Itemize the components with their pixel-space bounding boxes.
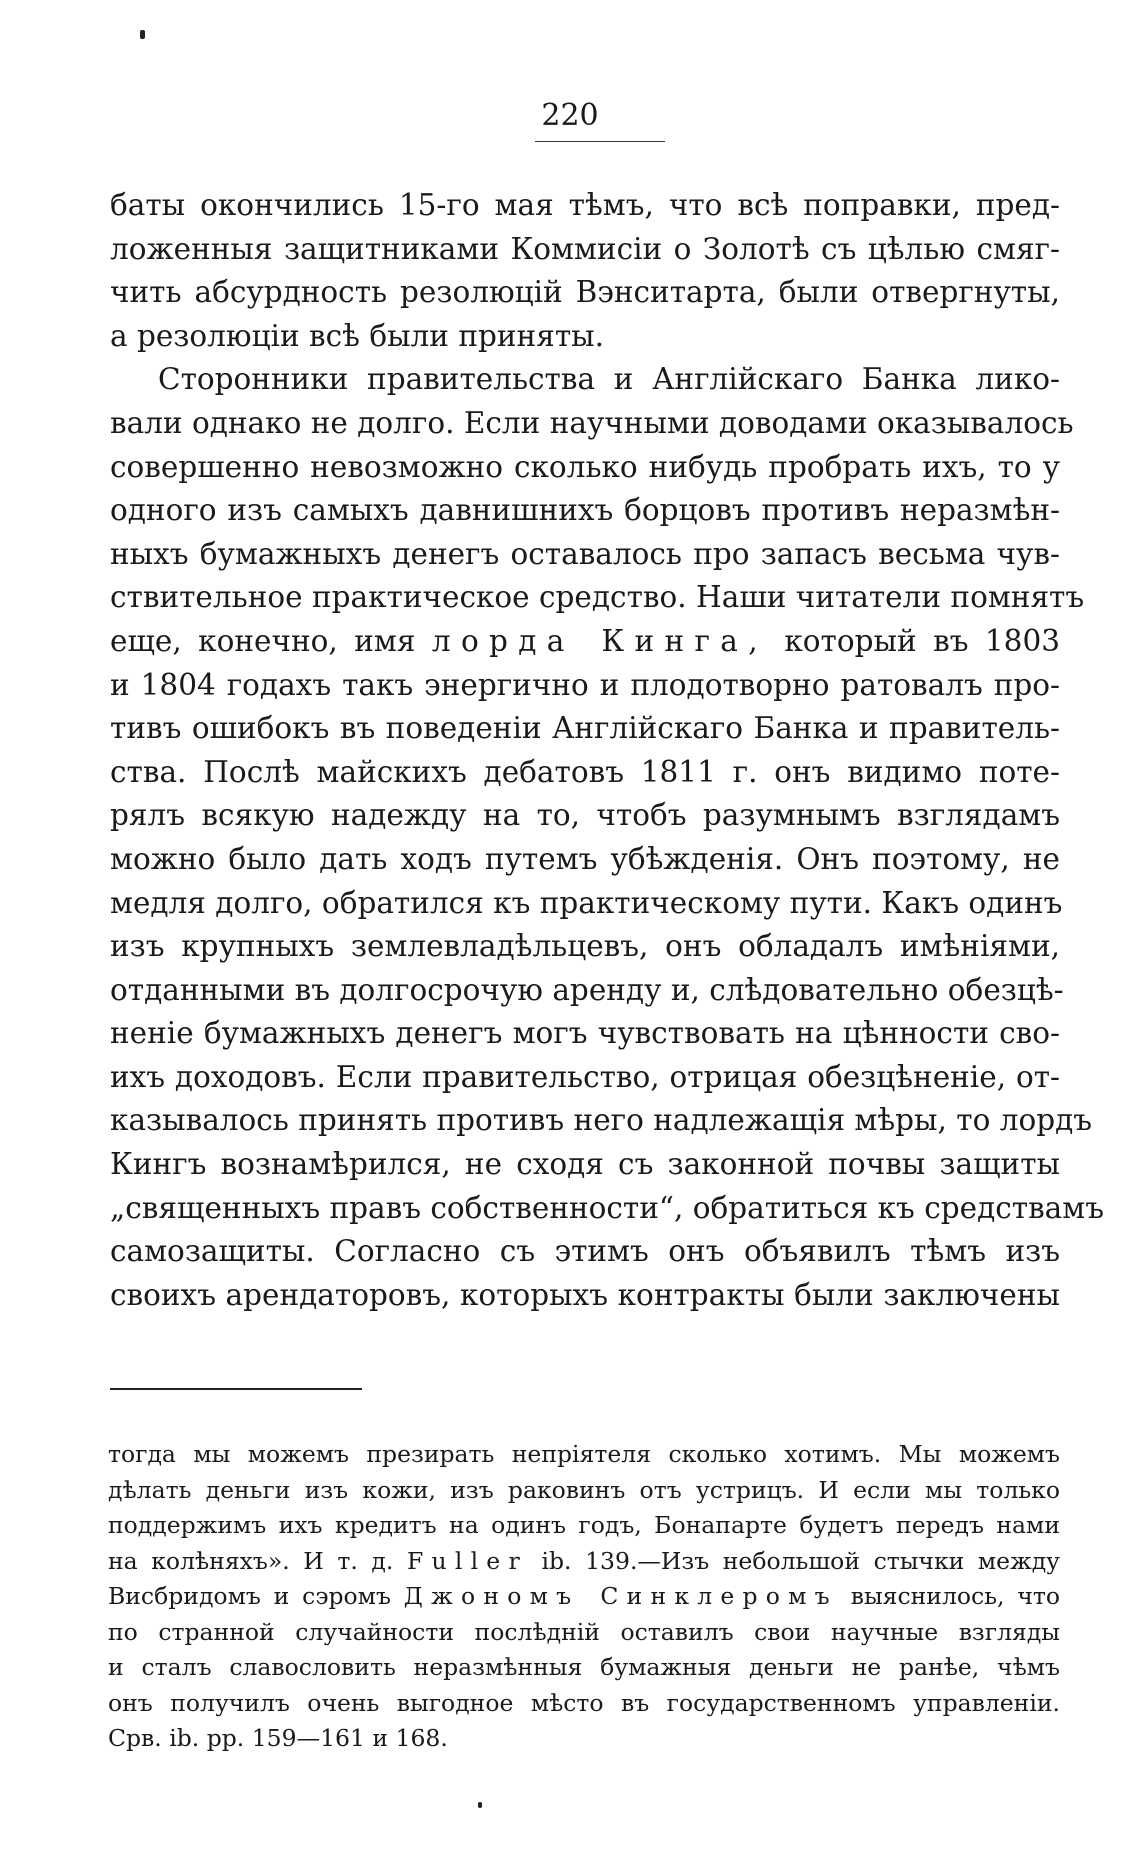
- text-line: [110, 620, 1060, 664]
- text-line: одного изъ самыхъ давнишнихъ борцовъ противъ неразмѣн-: [110, 493, 1060, 528]
- text-line: ныхъ бумажныхъ денегъ оставалось про запасъ весьма чув-: [110, 536, 1060, 571]
- text-line: и 1804 годахъ такъ энергично и плодотворно ратовалъ про-: [110, 667, 1060, 702]
- text-line: вали однако не долго. Если научными доводами оказывалось: [110, 405, 1074, 440]
- footnote-line: по странной случайности послѣдній оставилъ свои научные взгляды: [108, 1617, 1060, 1646]
- text-line: медля долго, обратился къ практическому пути. Какъ одинъ: [110, 885, 1063, 920]
- text-line: баты окончились 15-го мая тѣмъ, что всѣ поправки, пред-: [110, 188, 1060, 222]
- text-line: ства. Послѣ майскихъ дебатовъ 1811 г. онъ видимо поте-: [110, 754, 1060, 789]
- text-line: Кингъ вознамѣрился, не сходя съ законной почвы защиты: [110, 1147, 1060, 1182]
- text-line: Сторонники правительства и Англійскаго Банка лико-: [158, 362, 1060, 397]
- footnote-line: Срв. ib. pp. 159—161 и 168.: [108, 1724, 448, 1752]
- footnote-line: [108, 1544, 1060, 1580]
- main-text: [110, 184, 1104, 1317]
- footnote-line: поддержимъ ихъ кредитъ на одинъ годъ, Бонапарте будетъ передъ нами: [108, 1511, 1060, 1539]
- emphasized-name: лорда Кинга,: [431, 623, 768, 658]
- footnote-line: [108, 1579, 1060, 1615]
- text-line: рялъ всякую надежду на то, чтобъ разумнымъ взглядамъ: [110, 798, 1060, 833]
- text-segment: ib. 139.—Изъ небольшой стычки между: [527, 1546, 1060, 1575]
- text-line: можно было дать ходъ путемъ убѣжденія. Онъ поэтому, не: [110, 841, 1060, 876]
- stray-mark: [478, 1802, 482, 1808]
- text-line: а резолюціи всѣ были приняты.: [110, 318, 604, 353]
- text-line: „священныхъ правъ собственности“, обратиться къ средствамъ: [110, 1190, 1104, 1225]
- footnote: [108, 1437, 1060, 1757]
- text-line: ихъ доходовъ. Если правительство, отрицая обезцѣненіе, от-: [110, 1059, 1060, 1094]
- stray-mark: [140, 30, 145, 39]
- text-line: тивъ ошибокъ въ поведеніи Англійскаго Банка и правитель-: [110, 711, 1060, 746]
- text-line: ствительное практическое средство. Наши читатели помнятъ: [110, 580, 1085, 615]
- footnote-line: дѣлать деньги изъ кожи, изъ раковинъ отъ устрицъ. И если мы только: [108, 1475, 1060, 1504]
- text-line: своихъ арендаторовъ, которыхъ контракты были заключены: [110, 1277, 1060, 1312]
- footnote-separator: [110, 1388, 362, 1390]
- text-line: совершенно невозможно сколько нибудь пробрать ихъ, то у: [110, 449, 1060, 484]
- text-line: самозащиты. Согласно съ этимъ онъ объявилъ тѣмъ изъ: [110, 1234, 1060, 1269]
- footnote-line: тогда мы можемъ презирать непріятеля сколько хотимъ. Мы можемъ: [108, 1440, 1060, 1468]
- footnote-line: онъ получилъ очень выгодное мѣсто въ государственномъ управленіи.: [108, 1688, 1060, 1717]
- text-segment: на колѣняхъ». И т. д.: [108, 1546, 407, 1575]
- text-line: изъ крупныхъ землевладѣльцевъ, онъ обладалъ имѣніями,: [110, 929, 1060, 964]
- page-number-underline: [535, 141, 665, 142]
- text-line: неніе бумажныхъ денегъ могъ чувствовать на цѣнности сво-: [110, 1016, 1060, 1051]
- emphasized-name: Джономъ Синклеромъ: [403, 1582, 838, 1610]
- text-segment: еще, конечно, имя: [110, 623, 432, 658]
- author-name: Fuller: [406, 1546, 528, 1575]
- text-line: ложенныя защитниками Коммисіи о Золотѣ съ цѣлью смяг-: [110, 231, 1060, 266]
- text-line: казывалось принять противъ него надлежащія мѣры, то лордъ: [110, 1103, 1093, 1138]
- text-segment: который въ 1803: [767, 623, 1060, 658]
- text-line: чить абсурдность резолюцій Вэнситарта, были отвергнуты,: [110, 275, 1060, 310]
- footnote-line: и сталъ славословить неразмѣнныя бумажныя деньги не ранѣе, чѣмъ: [108, 1653, 1060, 1681]
- page-number: 220: [541, 98, 599, 133]
- text-line: отданными въ долгосрочую аренду и, слѣдовательно обезцѣ-: [110, 972, 1064, 1007]
- text-segment: Висбридомъ и сэромъ: [108, 1582, 404, 1610]
- text-segment: выяснилось, что: [837, 1582, 1061, 1610]
